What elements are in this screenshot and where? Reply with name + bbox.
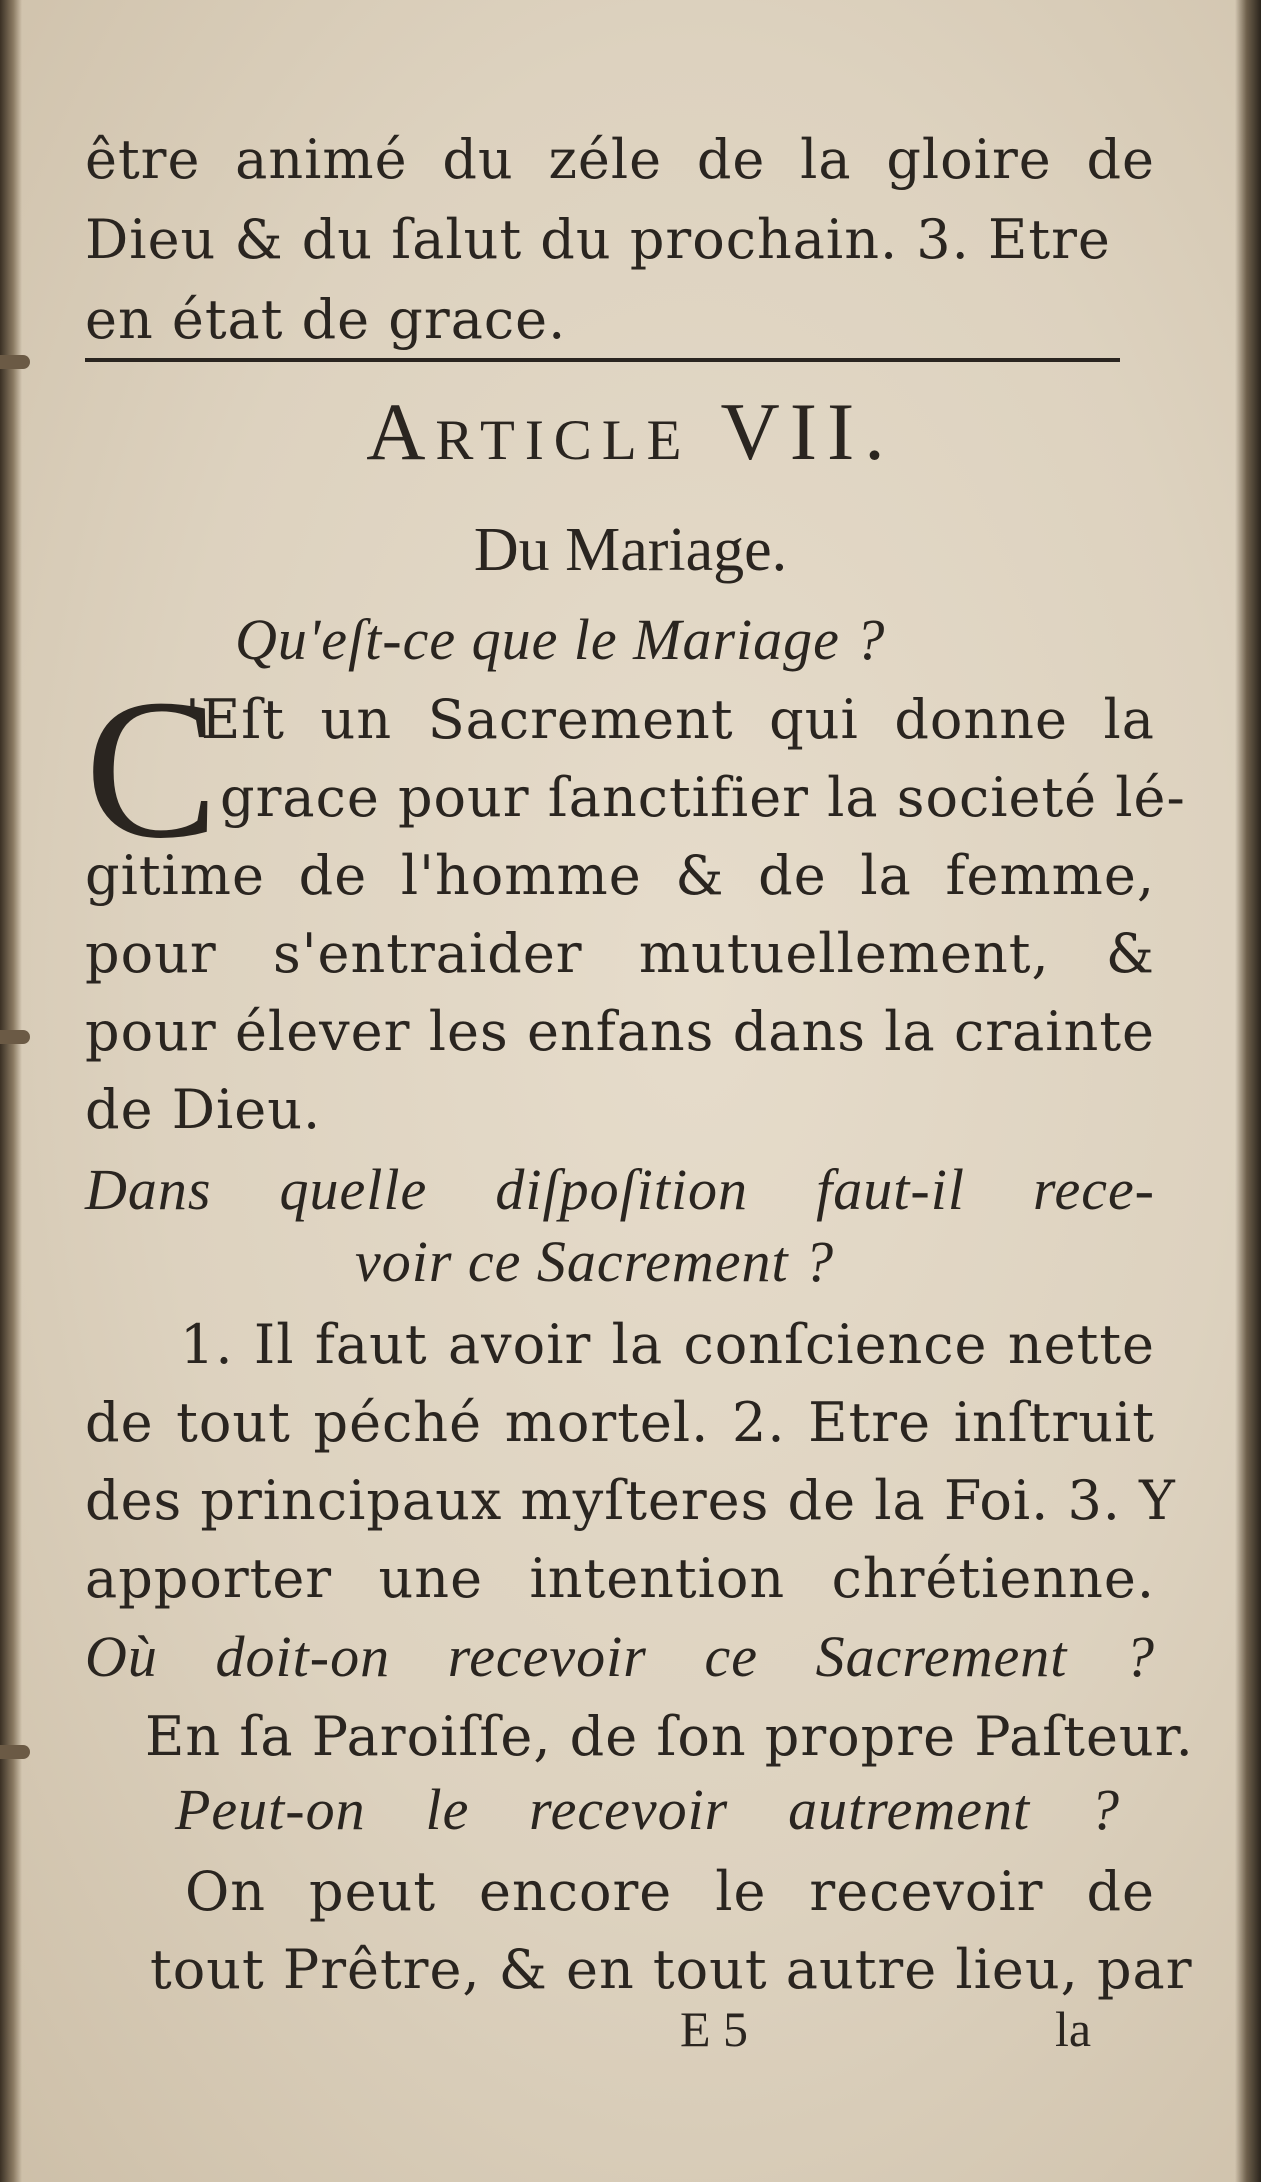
text-line: pour s'entraider mutuellement, & [85, 922, 1155, 985]
text-line: en état de grace. [85, 288, 567, 351]
binding-stitch [0, 1745, 30, 1759]
text-line: de Dieu. [85, 1078, 322, 1141]
text-line: tout Prêtre, & en tout autre lieu, par [150, 1938, 1193, 2001]
question-heading: voir ce Sacrement ? [355, 1229, 835, 1294]
article-heading: Article VII. [366, 386, 895, 477]
catchword: la [1055, 2001, 1092, 2057]
text-line: gitime de l'homme & de la femme, [85, 844, 1155, 907]
page-gutter-shadow [0, 0, 22, 2182]
text-line: Dieu & du ſalut du prochain. 3. Etre [85, 208, 1111, 271]
text-line: En ſa Paroiſſe, de ſon propre Paſteur. [145, 1705, 1194, 1768]
text-line: 'Eſt un Sacrement qui donne la [185, 688, 1155, 751]
article-subtitle: Du Mariage. [473, 516, 788, 584]
question-heading: Peut-on le recevoir autrement ? [175, 1777, 1120, 1842]
text-line: On peut encore le recevoir de [185, 1860, 1155, 1923]
page-edge [1235, 0, 1261, 2182]
signature-mark: E 5 [680, 2001, 749, 2057]
binding-stitch [0, 1030, 30, 1044]
question-heading: Qu'eſt-ce que le Mariage ? [235, 607, 886, 672]
text-line: apporter une intention chrétienne. [85, 1547, 1155, 1610]
section-divider [85, 358, 1120, 362]
binding-stitch [0, 355, 30, 369]
text-line: pour élever les enfans dans la crainte [85, 1000, 1155, 1063]
text-line: être animé du zéle de la gloire de [85, 128, 1155, 191]
question-heading: Où doit-on recevoir ce Sacrement ? [85, 1624, 1155, 1689]
text-line: des principaux myſteres de la Foi. 3. Y [85, 1469, 1176, 1532]
text-line: grace pour ſanctifier la societé lé- [220, 766, 1186, 829]
question-heading: Dans quelle diſpoſition faut-il rece- [85, 1157, 1155, 1222]
text-line: de tout péché mortel. 2. Etre inſtruit [85, 1391, 1155, 1454]
drop-cap: C [85, 659, 219, 880]
text-line: 1. Il faut avoir la conſcience nette [180, 1313, 1155, 1376]
